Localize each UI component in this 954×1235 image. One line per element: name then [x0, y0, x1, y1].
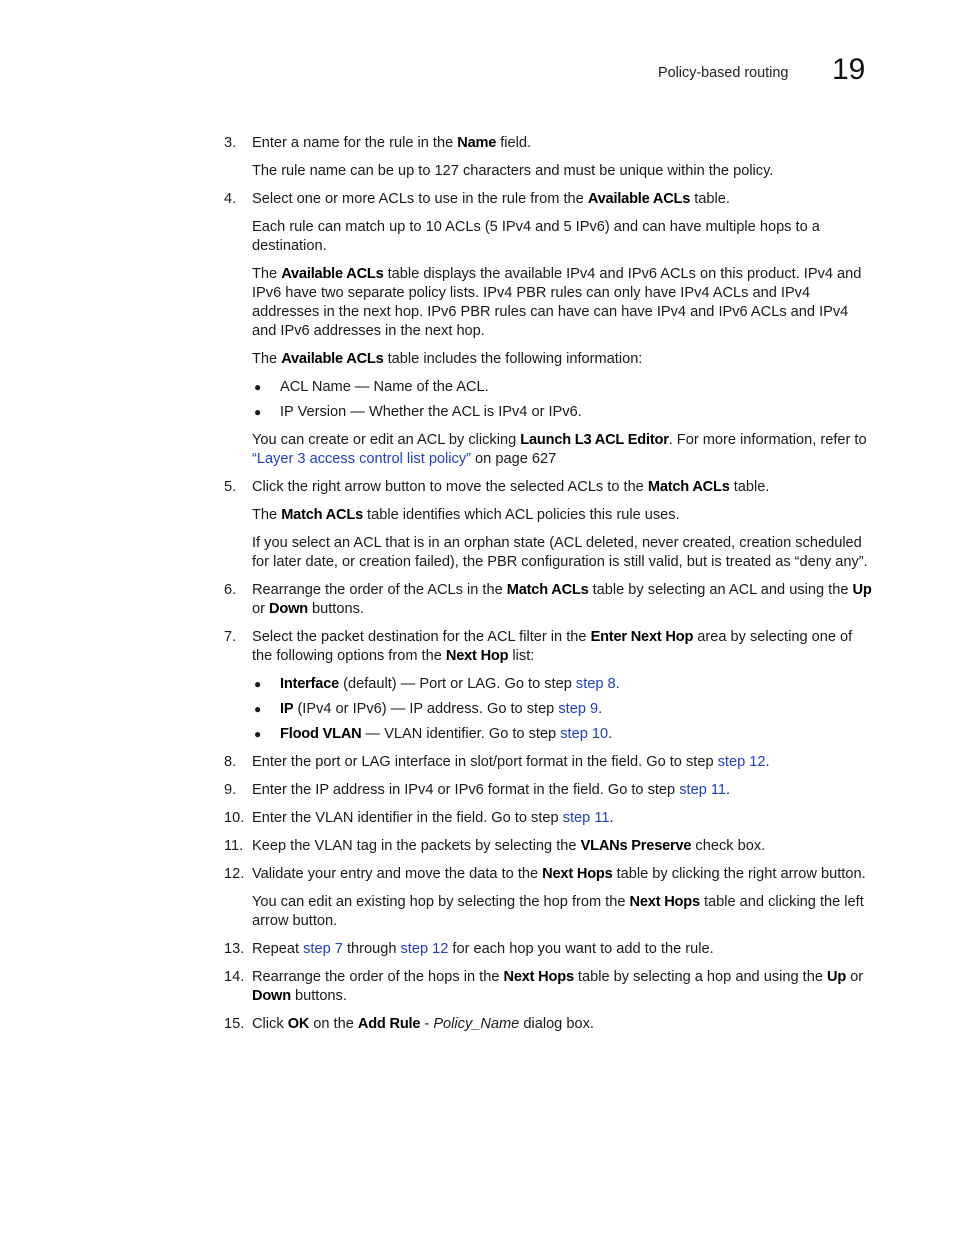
step-note: The rule name can be up to 127 characters and must be unique within the policy. — [252, 163, 774, 179]
text: . — [608, 726, 613, 742]
ui-label-available-acls: Available ACLs — [587, 191, 691, 207]
text: area by selecting one of the following options from the — [252, 629, 853, 664]
text: You can edit an existing hop by selecting the hop from the — [252, 894, 630, 910]
step-6 — [224, 581, 874, 619]
text: Select the packet destination for the ACL filter in the — [252, 629, 591, 645]
text: table. — [690, 191, 730, 207]
step-link[interactable]: step 11 — [679, 782, 727, 798]
ui-label-launch-editor: Launch L3 ACL Editor — [520, 432, 669, 448]
step-text — [252, 190, 874, 209]
step-number: 5. — [224, 479, 237, 495]
ui-label-next-hops: Next Hops — [629, 894, 700, 910]
bullet-icon: ● — [254, 702, 262, 716]
cross-reference-link[interactable]: “Layer 3 access control list policy” — [252, 451, 471, 467]
chapter-number: 19 — [832, 53, 866, 86]
ui-label-available-acls: Available ACLs — [281, 266, 384, 282]
step-number: 14. — [224, 969, 245, 985]
text: Keep the VLAN tag in the packets by selecting the — [252, 838, 581, 854]
text: or — [846, 969, 864, 985]
text: Validate your entry and move the data to the — [252, 866, 543, 882]
text: Rearrange the order of the hops in the — [252, 969, 504, 985]
text: Enter the IP address in IPv4 or IPv6 format in the field. Go to step — [252, 782, 680, 798]
step-15 — [224, 1015, 874, 1034]
step-note — [252, 893, 874, 931]
text: table displays the available IPv4 and IPv6 ACLs on this product. IPv4 and IPv6 have two separate policy lists. IPv4 PBR rules can only have IPv4 ACLs and IPv4 addresses in the next hop. IPv6 PBR rules can have can have IPv4 and IPv6 ACLs and IPv4 and IPv6 addresses in the next hop. — [252, 266, 862, 339]
bullet-text: IP Version — Whether the ACL is IPv4 or IPv6. — [280, 404, 582, 420]
step-text — [252, 968, 874, 1006]
text: table by selecting a hop and using the — [573, 969, 828, 985]
step-number: 11. — [224, 838, 244, 854]
step-link[interactable]: step 7 — [303, 941, 343, 957]
ui-label-vlans-preserve: VLANs Preserve — [580, 838, 692, 854]
text: field. — [496, 135, 532, 151]
step-text — [252, 1015, 874, 1034]
ui-label-name: Name — [457, 135, 497, 151]
step-11 — [224, 837, 874, 856]
step-number: 8. — [224, 754, 237, 770]
step-note: Each rule can match up to 10 ACLs (5 IPv4 and 5 IPv6) and can have multiple hops to a destination. — [252, 219, 820, 254]
bullet-icon: ● — [254, 380, 262, 394]
step-note — [252, 506, 874, 525]
ui-label-enter-next-hop: Enter Next Hop — [590, 629, 694, 645]
procedure-steps — [224, 134, 874, 1043]
text: table and clicking the left arrow button. — [252, 894, 864, 929]
text: on page 627 — [471, 451, 557, 467]
text: through — [342, 941, 401, 957]
step-text — [252, 781, 874, 800]
option-item — [252, 700, 874, 719]
step-8 — [224, 753, 874, 772]
text: Click the right arrow button to move the selected ACLs to the — [252, 479, 648, 495]
step-number: 15. — [224, 1016, 245, 1032]
option-item — [252, 675, 874, 694]
step-number: 7. — [224, 629, 237, 645]
text: table by selecting an ACL and using the — [588, 582, 853, 598]
text: list: — [508, 648, 535, 664]
text: . — [726, 782, 731, 798]
header-title: Policy-based routing — [658, 65, 789, 81]
text: The — [252, 507, 282, 523]
ui-label-available-acls: Available ACLs — [281, 351, 384, 367]
ui-label-next-hops: Next Hops — [542, 866, 613, 882]
text: (IPv4 or IPv6) — IP address. Go to step — [293, 701, 559, 717]
text: . — [765, 754, 770, 770]
text: for each hop you want to add to the rule. — [448, 941, 714, 957]
text: — VLAN identifier. Go to step — [361, 726, 561, 742]
bullet-icon: ● — [254, 727, 262, 741]
text: table identifies which ACL policies this rule uses. — [363, 507, 680, 523]
step-link[interactable]: step 12 — [717, 754, 766, 770]
step-text — [252, 134, 874, 153]
text: Enter the VLAN identifier in the field. Go to step — [252, 810, 563, 826]
text: table by clicking the right arrow button. — [612, 866, 866, 882]
ui-label-down: Down — [252, 988, 291, 1004]
text: Rearrange the order of the ACLs in the — [252, 582, 507, 598]
step-5 — [224, 478, 874, 497]
step-number: 9. — [224, 782, 237, 798]
text: . For more information, refer to — [668, 432, 867, 448]
step-3 — [224, 134, 874, 153]
step-text — [252, 753, 874, 772]
text: . — [609, 810, 614, 826]
text: . — [598, 701, 603, 717]
text: on the — [309, 1016, 358, 1032]
ui-label-next-hops: Next Hops — [503, 969, 574, 985]
text: buttons. — [290, 988, 347, 1004]
text: or — [252, 601, 270, 617]
option-text — [280, 725, 612, 744]
step-4 — [224, 190, 874, 209]
step-note — [252, 350, 874, 369]
step-number: 4. — [224, 191, 237, 207]
ui-label-ip: IP — [280, 701, 294, 717]
bullet-item — [252, 378, 874, 397]
ui-label-match-acls: Match ACLs — [506, 582, 589, 598]
ui-label-add-rule: Add Rule — [357, 1016, 421, 1032]
step-9 — [224, 781, 874, 800]
step-14 — [224, 968, 874, 1006]
step-10 — [224, 809, 874, 828]
bullet-item — [252, 403, 874, 422]
step-number: 10. — [224, 810, 245, 826]
bullet-icon: ● — [254, 405, 262, 419]
ui-label-interface: Interface — [280, 676, 340, 692]
ui-label-flood-vlan: Flood VLAN — [280, 726, 362, 742]
step-link[interactable]: step 12 — [400, 941, 449, 957]
option-text — [280, 675, 620, 694]
text: table. — [729, 479, 770, 495]
step-text — [252, 478, 874, 497]
step-link[interactable]: step 11 — [562, 810, 610, 826]
step-7 — [224, 628, 874, 666]
text: buttons. — [307, 601, 364, 617]
text: Enter the port or LAG interface in slot/port format in the field. Go to step — [252, 754, 718, 770]
text: - — [420, 1016, 434, 1032]
text: Repeat — [252, 941, 304, 957]
step-12 — [224, 865, 874, 884]
text: . — [615, 676, 620, 692]
bullet-text: ACL Name — Name of the ACL. — [280, 379, 489, 395]
text: Select one or more ACLs to use in the rule from the — [252, 191, 588, 207]
step-13 — [224, 940, 874, 959]
step-text — [252, 940, 874, 959]
step-link[interactable]: step 9 — [558, 701, 599, 717]
step-note: If you select an ACL that is in an orphan state (ACL deleted, never created, creation scheduled for later date, or creation failed), the PBR configuration is still valid, but is treated as “deny any”. — [252, 535, 868, 570]
step-note — [252, 431, 874, 469]
option-item — [252, 725, 874, 744]
step-link[interactable]: step 10 — [560, 726, 609, 742]
ui-label-up: Up — [827, 969, 847, 985]
policy-name-placeholder: Policy_Name — [433, 1016, 520, 1032]
ui-label-match-acls: Match ACLs — [281, 507, 363, 523]
ui-label-next-hop: Next Hop — [445, 648, 509, 664]
step-text — [252, 865, 874, 884]
text: (default) — Port or LAG. Go to step — [339, 676, 576, 692]
step-text — [252, 628, 874, 666]
step-note — [252, 265, 874, 341]
step-text — [252, 837, 874, 856]
text: check box. — [691, 838, 766, 854]
step-number: 6. — [224, 582, 237, 598]
ui-label-match-acls: Match ACLs — [647, 479, 730, 495]
text: dialog box. — [519, 1016, 594, 1032]
step-text — [252, 809, 874, 828]
text: Enter a name for the rule in the — [252, 135, 458, 151]
text: You can create or edit an ACL by clicking — [252, 432, 521, 448]
text: The — [252, 351, 282, 367]
bullet-icon: ● — [254, 677, 262, 691]
option-text — [280, 700, 602, 719]
text: The — [252, 266, 282, 282]
ui-label-up: Up — [852, 582, 872, 598]
step-text — [252, 581, 874, 619]
step-number: 12. — [224, 866, 245, 882]
ui-label-ok: OK — [287, 1016, 310, 1032]
ui-label-down: Down — [269, 601, 308, 617]
step-number: 13. — [224, 941, 245, 957]
step-number: 3. — [224, 135, 237, 151]
step-link[interactable]: step 8 — [575, 676, 616, 692]
text: Click — [252, 1016, 288, 1032]
text: table includes the following information: — [383, 351, 643, 367]
